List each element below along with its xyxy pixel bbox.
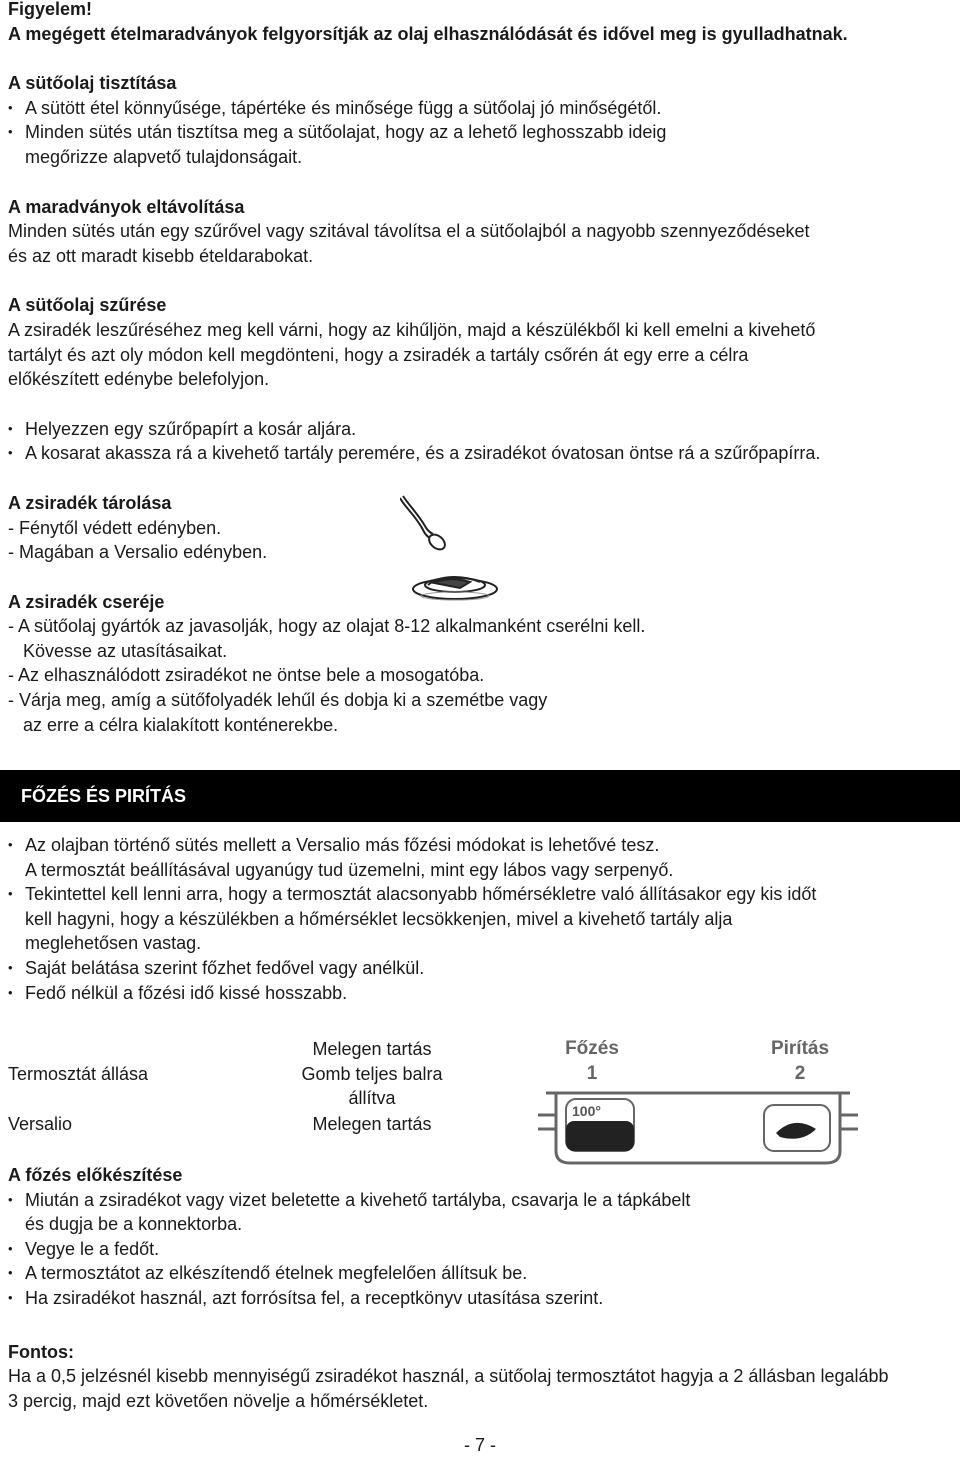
- storage-heading: A zsiradék tárolása: [8, 492, 172, 513]
- cooking-bullet-cont: kell hagyni, hogy a készülékben a hőmérséklet lecsökkenjen, mivel a kivehető tartály alja: [25, 908, 733, 929]
- page-number: - 7 -: [463, 1435, 496, 1455]
- prep-bullet: • A termosztátot az elkészítendő ételnek megfelelően állítsuk be.: [8, 1261, 954, 1286]
- cooking-zone: [566, 1099, 634, 1151]
- pot-diagram: [536, 1085, 860, 1167]
- prep-section: [8, 1163, 954, 1413]
- storage-item: - Magában a Versalio edényben.: [8, 542, 268, 563]
- cooking-bullet-cont: meglehetősen vastag.: [25, 933, 202, 954]
- row1-label: Termosztát állása: [8, 1064, 149, 1084]
- residue-line: és az ott maradt kisebb ételdarabokat.: [8, 245, 314, 266]
- cooking-bullet: • Saját belátása szerint főzhet fedővel vagy anélkül.: [8, 956, 954, 981]
- prep-bullet-cont: és dugja be a konnektorba.: [25, 1214, 243, 1235]
- prep-bullet: • Miután a zsiradékot vagy vizet beletette a kivehető tartályba, csavarja le a tápkábelt: [8, 1188, 954, 1213]
- filtering-line: tartályt és azt oly módon kell megdönteni, hogy a zsiradék a tartály csőrén át egy erre a célra: [8, 344, 749, 365]
- cleaning-bullet-cont: megőrizze alapvető tulajdonságait.: [25, 146, 303, 167]
- warning-title: Figyelem!: [8, 0, 93, 19]
- mode2-label: Pirítás: [770, 1038, 830, 1059]
- replacement-line: az erre a célra kialakított konténerekbe.: [23, 714, 339, 735]
- filtering-line: előkészített edénybe belefolyjon.: [8, 369, 270, 390]
- mode1-number: 1: [586, 1063, 598, 1084]
- mode1-label: Főzés: [565, 1038, 619, 1059]
- filtering-line: A zsiradék leszűréséhez meg kell várni, hogy az kihűljön, majd a készülékből ki kell emelni a kivehető: [8, 319, 816, 340]
- filtering-bullet: • A kosarat akassza rá a kivehető tartály peremére, és a zsiradékot óvatosan öntse rá a szűrőpapírra.: [8, 441, 954, 466]
- spoon-dish-illustration: [400, 492, 510, 604]
- cooking-bullet: • Tekintettel kell lenni arra, hogy a termosztát alacsonyabb hőmérsékletre való állításakor egy kis időt: [8, 882, 954, 907]
- important-line: 3 percig, majd ezt követően növelje a hőmérsékletet.: [8, 1390, 429, 1411]
- cooking-bullet-cont: A termosztát beállításával ugyanúgy tud üzemelni, mint egy lábos vagy serpenyő.: [25, 859, 674, 880]
- cooking-bullet: • Az olajban történő sütés mellett a Versalio más főzési módokat is lehetővé tesz.: [8, 833, 954, 858]
- residue-heading: A maradványok eltávolítása: [8, 196, 245, 217]
- row1-value-line: Melegen tartás: [312, 1039, 432, 1059]
- pot-temp-label: 100°: [572, 1103, 601, 1119]
- page-content: [8, 0, 954, 737]
- replacement-line: - A sütőolaj gyártók az javasolják, hogy az olajat 8-12 alkalmanként cserélni kell.: [8, 616, 646, 637]
- residue-line: Minden sütés után egy szűrővel vagy szitával távolítsa el a sütőolajból a nagyobb szennyeződéseket: [8, 221, 810, 242]
- important-line: Ha a 0,5 jelzésnél kisebb mennyiségű zsiradékot használ, a sütőolaj termosztátot hagyja a 2 állásban legalább: [8, 1366, 889, 1387]
- warning-text: A megégett ételmaradványok felgyorsítják az olaj elhasználódását és idővel meg is gyulladhatnak.: [8, 23, 848, 44]
- section-banner: [0, 770, 960, 822]
- cooking-intro: [8, 833, 954, 1005]
- row2-label: Versalio: [8, 1114, 73, 1134]
- prep-bullet: • Ha zsiradékot használ, azt forrósítsa fel, a receptkönyv utasítása szerint.: [8, 1286, 954, 1311]
- replacement-line: Kövesse az utasításaikat.: [23, 640, 228, 661]
- spoon-icon: [400, 496, 448, 552]
- filtering-bullet: • Helyezzen egy szűrőpapírt a kosár aljára.: [8, 417, 954, 442]
- storage-item: - Fénytől védett edényben.: [8, 517, 222, 538]
- row2-value: Melegen tartás: [312, 1114, 432, 1134]
- cooking-bullet: • Fedő nélkül a főzési idő kissé hosszabb.: [8, 981, 954, 1006]
- replacement-line: - Az elhasználódott zsiradékot ne öntse bele a mosogatóba.: [8, 665, 485, 686]
- prep-bullet: • Vegye le a fedőt.: [8, 1237, 954, 1262]
- replacement-line: - Várja meg, amíg a sütőfolyadék lehűl és dobja ki a szemétbe vagy: [8, 690, 548, 711]
- mode2-number: 2: [794, 1063, 806, 1084]
- filtering-heading: A sütőolaj szűrése: [8, 295, 167, 316]
- cleaning-bullet: • Minden sütés után tisztítsa meg a sütőolajat, hogy az a lehető leghosszabb ideig: [8, 120, 954, 145]
- dish-icon: [413, 577, 497, 600]
- row1-value-line: Gomb teljes balra: [301, 1063, 443, 1084]
- row1-value: [272, 1037, 472, 1111]
- prep-heading: A főzés előkészítése: [8, 1165, 183, 1185]
- important-title: Fontos:: [8, 1341, 74, 1362]
- cleaning-bullet: • A sütött étel könnyűsége, tápértéke és minősége függ a sütőolaj jó minőségétől.: [8, 96, 954, 121]
- row1-value-line: állítva: [348, 1088, 396, 1109]
- banner-title: FŐZÉS ÉS PIRÍTÁS: [21, 786, 187, 806]
- cleaning-heading: A sütőolaj tisztítása: [8, 73, 177, 94]
- frying-zone: [764, 1105, 830, 1151]
- replacement-heading: A zsiradék cseréje: [8, 591, 165, 612]
